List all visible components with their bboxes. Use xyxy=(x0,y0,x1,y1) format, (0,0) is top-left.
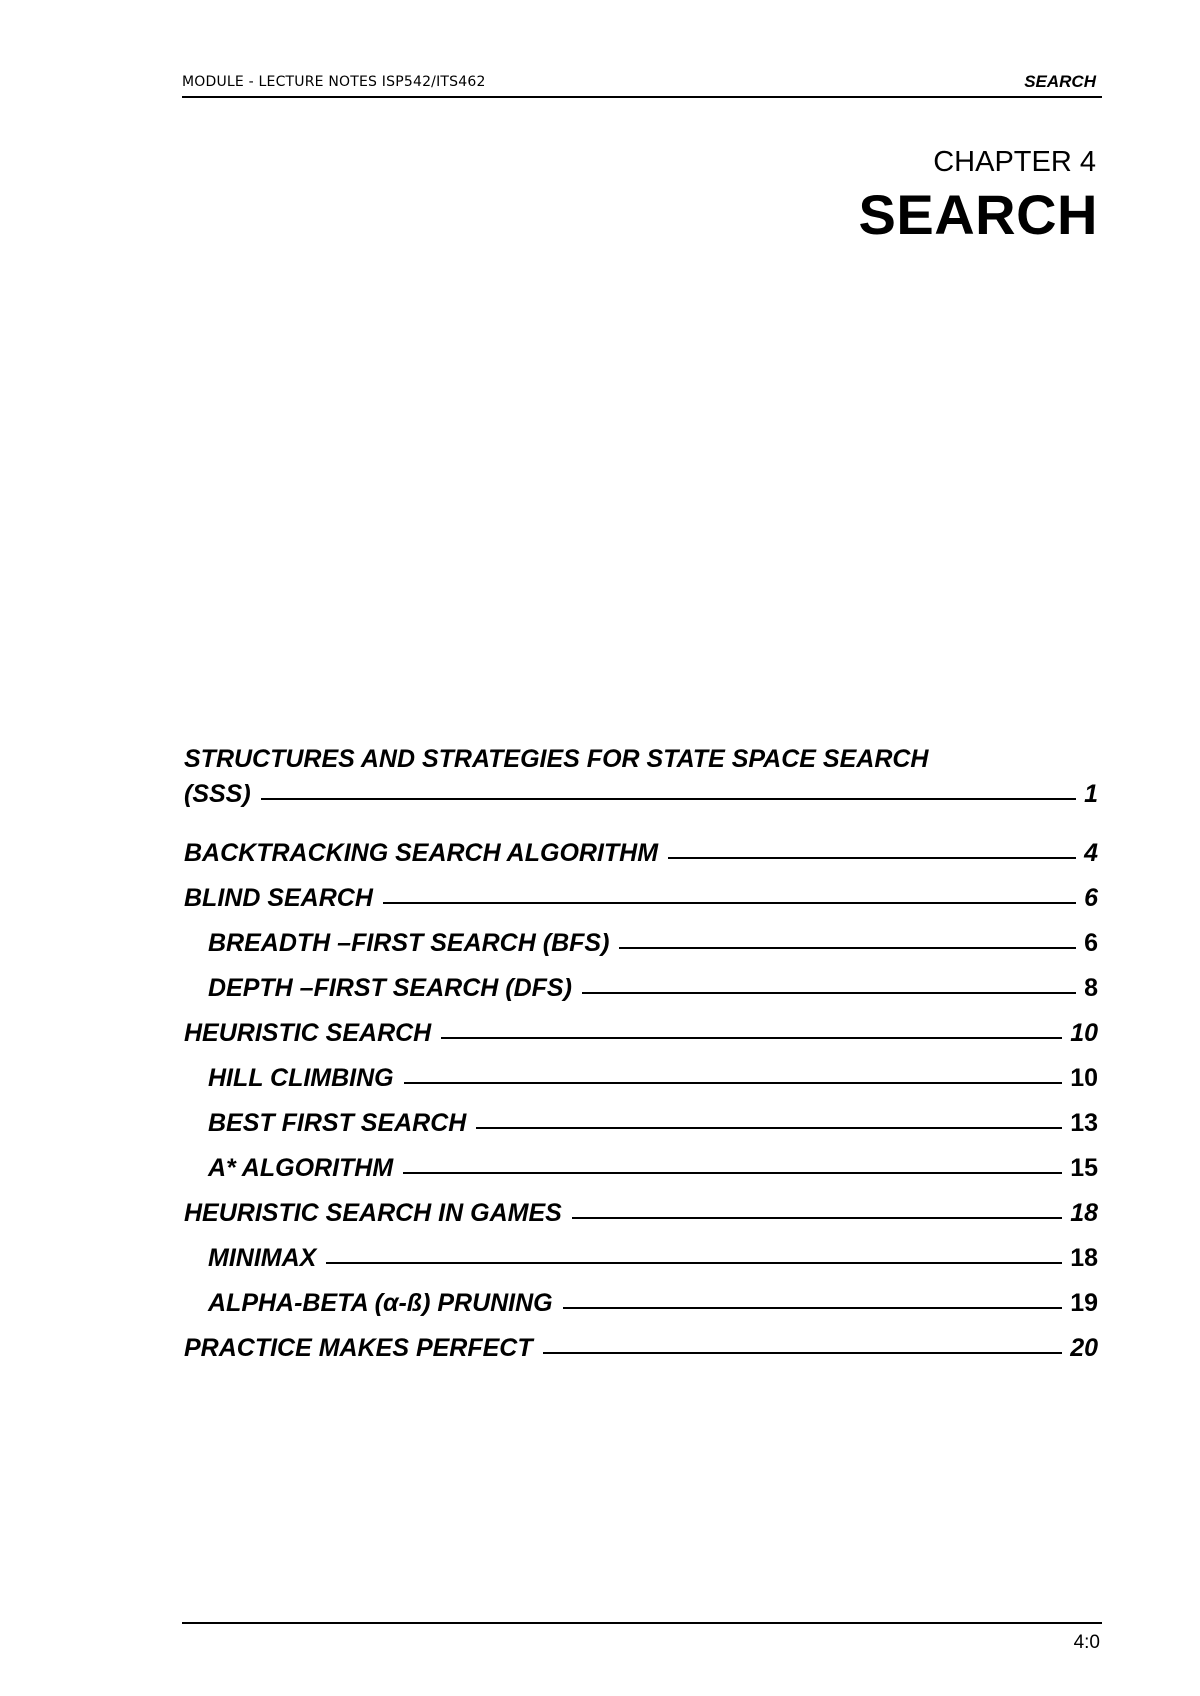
footer-page-number: 4:0 xyxy=(1073,1632,1100,1653)
chapter-title: SEARCH xyxy=(858,183,1098,246)
toc-entry-title: BLIND SEARCH xyxy=(184,884,373,912)
toc-entry-page: 6 xyxy=(1084,929,1098,957)
toc-entry-title: HEURISTIC SEARCH xyxy=(184,1019,432,1047)
toc-entry-page: 18 xyxy=(1070,1244,1098,1272)
toc-subentry[interactable] xyxy=(184,1272,1098,1317)
toc-leader-line xyxy=(403,1172,1062,1174)
toc-entry-title: PRACTICE MAKES PERFECT xyxy=(184,1334,533,1362)
toc-leader-line xyxy=(441,1037,1062,1039)
toc-entry-page: 4 xyxy=(1084,839,1098,867)
toc-subentry[interactable] xyxy=(184,912,1098,957)
toc-subentry[interactable] xyxy=(184,1227,1098,1272)
toc-entry-page: 19 xyxy=(1070,1289,1098,1317)
toc-subentry[interactable] xyxy=(184,957,1098,1002)
toc-entry[interactable] xyxy=(184,1317,1098,1362)
toc-entry-title: ALPHA-BETA (α-ß) PRUNING xyxy=(208,1289,553,1317)
toc-leader-line xyxy=(563,1307,1063,1309)
toc-entry-page: 1 xyxy=(1084,780,1098,808)
toc-entry-title: (SSS) xyxy=(184,780,251,808)
toc-leader-line xyxy=(476,1127,1062,1129)
toc-leader-line xyxy=(543,1352,1063,1354)
chapter-label: CHAPTER 4 xyxy=(933,146,1096,178)
toc-entry-title: BACKTRACKING SEARCH ALGORITHM xyxy=(184,839,659,867)
header-course-title: MODULE - LECTURE NOTES ISP542/ITS462 xyxy=(182,74,486,90)
toc-entry-title: HILL CLIMBING xyxy=(208,1064,394,1092)
toc-entry-title: HEURISTIC SEARCH IN GAMES xyxy=(184,1199,562,1227)
toc-entry-title: BREADTH –FIRST SEARCH (BFS) xyxy=(208,929,610,957)
toc-entry-page: 10 xyxy=(1070,1064,1098,1092)
header-section-title: SEARCH xyxy=(1024,72,1096,91)
toc-entry[interactable] xyxy=(184,1002,1098,1047)
toc-entry-page: 10 xyxy=(1070,1019,1098,1047)
toc-subentry[interactable] xyxy=(184,1047,1098,1092)
toc-entry-page: 15 xyxy=(1070,1154,1098,1182)
toc-entry[interactable] xyxy=(184,867,1098,912)
toc-entry-page: 18 xyxy=(1070,1199,1098,1227)
toc-entry-page: 13 xyxy=(1070,1109,1098,1137)
toc-entry-title: DEPTH –FIRST SEARCH (DFS) xyxy=(208,974,572,1002)
toc-entry-title: MINIMAX xyxy=(208,1244,317,1272)
toc-leader-line xyxy=(383,902,1076,904)
toc-entry-title-line1: STRUCTURES AND STRATEGIES FOR STATE SPACE SEARCH xyxy=(184,745,929,773)
toc-entry-page: 8 xyxy=(1084,974,1098,1002)
toc-entry-page: 20 xyxy=(1070,1334,1098,1362)
toc-entry[interactable] xyxy=(184,744,1098,822)
toc-entry[interactable] xyxy=(184,1182,1098,1227)
running-header xyxy=(182,72,1102,98)
toc-subentry[interactable] xyxy=(184,1092,1098,1137)
toc-entry-title: BEST FIRST SEARCH xyxy=(208,1109,467,1137)
toc-leader-line xyxy=(261,798,1076,800)
toc-leader-line xyxy=(572,1217,1062,1219)
toc-leader-line xyxy=(668,857,1076,859)
toc-subentry[interactable] xyxy=(184,1137,1098,1182)
toc-leader-line xyxy=(326,1262,1062,1264)
toc-entry-page: 6 xyxy=(1084,884,1098,912)
table-of-contents xyxy=(184,744,1098,1362)
toc-leader-line xyxy=(582,992,1076,994)
footer-rule xyxy=(182,1622,1102,1624)
toc-entry[interactable] xyxy=(184,822,1098,867)
toc-leader-line xyxy=(404,1082,1063,1084)
toc-entry-title: A* ALGORITHM xyxy=(208,1154,394,1182)
toc-leader-line xyxy=(619,947,1076,949)
